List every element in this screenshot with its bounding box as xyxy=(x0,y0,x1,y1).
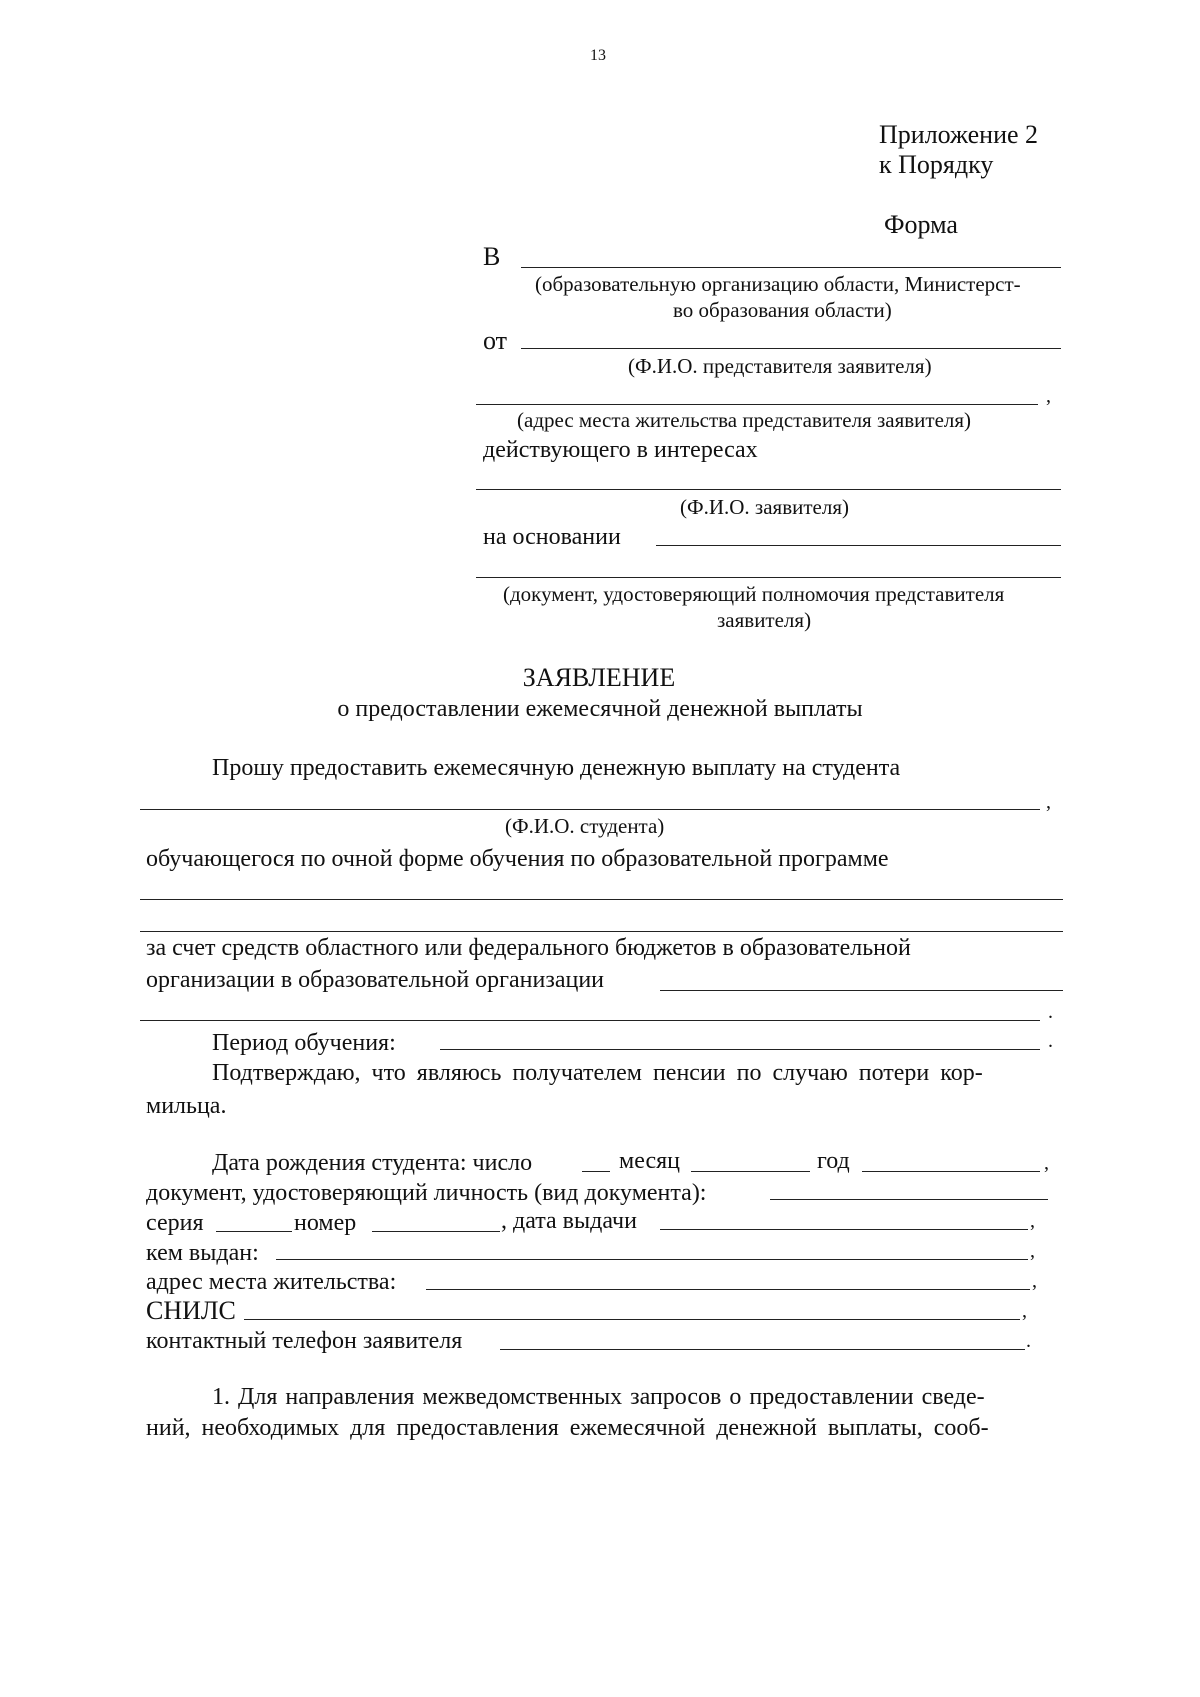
birth-date-label: Дата рождения студента: число xyxy=(212,1150,533,1176)
student-name-line[interactable] xyxy=(140,809,1040,810)
issue-date-line[interactable] xyxy=(660,1229,1028,1230)
comma-mark: , xyxy=(1032,1270,1037,1292)
funding-line-2: организации в образовательной организации xyxy=(146,967,605,993)
paragraph-1-line-1: 1. Для направления межведомственных запросов о предоставлении сведе- xyxy=(212,1384,985,1410)
basis-field-line-2[interactable] xyxy=(476,577,1061,578)
program-line-2[interactable] xyxy=(140,931,1063,932)
from-caption: (Ф.И.О. представителя заявителя) xyxy=(628,354,932,378)
issued-by-line[interactable] xyxy=(276,1259,1028,1260)
paragraph-1-line-2: ний, необходимых для предоставления ежемесячной денежной выплаты, сооб- xyxy=(146,1415,989,1441)
acting-label: действующего в интересах xyxy=(483,437,758,463)
comma-mark: , xyxy=(1030,1240,1035,1262)
studying-line: обучающегося по очной форме обучения по образовательной программе xyxy=(146,846,889,872)
applicant-field-line[interactable] xyxy=(476,489,1061,490)
confirm-line-1: Подтверждаю, что являюсь получателем пенсии по случаю потери кор- xyxy=(212,1060,983,1086)
request-line: Прошу предоставить ежемесячную денежную выплату на студента xyxy=(212,755,901,781)
to-field-line[interactable] xyxy=(521,267,1061,268)
comma-mark: , xyxy=(1030,1210,1035,1232)
from-prefix: от xyxy=(483,326,508,355)
organization-line-1[interactable] xyxy=(660,990,1063,991)
statement-subtitle: о предоставлении ежемесячной денежной выплаты xyxy=(337,696,863,722)
applicant-caption: (Ф.И.О. заявителя) xyxy=(680,495,849,519)
from-field-line[interactable] xyxy=(521,348,1061,349)
issued-by-label: кем выдан: xyxy=(146,1240,259,1266)
confirm-line-2: мильца. xyxy=(146,1093,227,1119)
residence-line[interactable] xyxy=(426,1289,1030,1290)
birth-month-label: месяц xyxy=(619,1148,680,1174)
birth-year-line[interactable] xyxy=(862,1171,1040,1172)
basis-label: на основании xyxy=(483,524,621,550)
period-mark: . xyxy=(1048,1001,1053,1023)
id-document-label: документ, удостоверяющий личность (вид документа): xyxy=(146,1180,707,1206)
basis-field-line[interactable] xyxy=(656,545,1061,546)
address-field-line[interactable] xyxy=(476,404,1038,405)
number-line[interactable] xyxy=(372,1231,500,1232)
comma-mark: , xyxy=(1044,1152,1049,1174)
comma-mark: , xyxy=(1046,385,1051,407)
program-line-1[interactable] xyxy=(140,899,1063,900)
to-prefix: В xyxy=(483,242,501,271)
statement-title: ЗАЯВЛЕНИЕ xyxy=(522,663,676,692)
snils-label: СНИЛС xyxy=(146,1296,236,1325)
organization-line-2[interactable] xyxy=(140,1020,1040,1021)
birth-month-line[interactable] xyxy=(691,1171,810,1172)
comma-mark: , xyxy=(1046,791,1051,813)
issue-date-label: , дата выдачи xyxy=(501,1208,637,1234)
snils-line[interactable] xyxy=(244,1319,1020,1320)
to-caption-1: (образовательную организацию области, Министерст- xyxy=(535,272,1021,296)
series-label: серия xyxy=(146,1210,204,1236)
study-period-line[interactable] xyxy=(440,1049,1040,1050)
number-label: номер xyxy=(294,1210,357,1236)
phone-label: контактный телефон заявителя xyxy=(146,1328,463,1354)
series-line[interactable] xyxy=(216,1231,292,1232)
document-caption-2: заявителя) xyxy=(717,608,812,632)
residence-label: адрес места жительства: xyxy=(146,1269,397,1295)
comma-mark: , xyxy=(1022,1300,1027,1322)
period-mark: . xyxy=(1048,1030,1053,1052)
appendix-label: Приложение 2 xyxy=(879,120,1039,149)
id-document-line[interactable] xyxy=(770,1199,1048,1200)
order-label: к Порядку xyxy=(879,150,994,179)
study-period-label: Период обучения: xyxy=(212,1030,396,1056)
to-caption-2: во образования области) xyxy=(673,298,892,322)
page-number: 13 xyxy=(590,47,606,64)
phone-line[interactable] xyxy=(500,1349,1025,1350)
birth-day-line[interactable] xyxy=(582,1171,610,1172)
funding-line-1: за счет средств областного или федерального бюджетов в образовательной xyxy=(146,935,911,961)
birth-year-label: год xyxy=(817,1148,850,1174)
period-mark: . xyxy=(1026,1330,1031,1352)
document-caption-1: (документ, удостоверяющий полномочия представителя xyxy=(503,582,1005,606)
student-caption: (Ф.И.О. студента) xyxy=(505,814,665,838)
address-caption: (адрес места жительства представителя заявителя) xyxy=(517,408,972,432)
form-label: Форма xyxy=(884,210,958,239)
